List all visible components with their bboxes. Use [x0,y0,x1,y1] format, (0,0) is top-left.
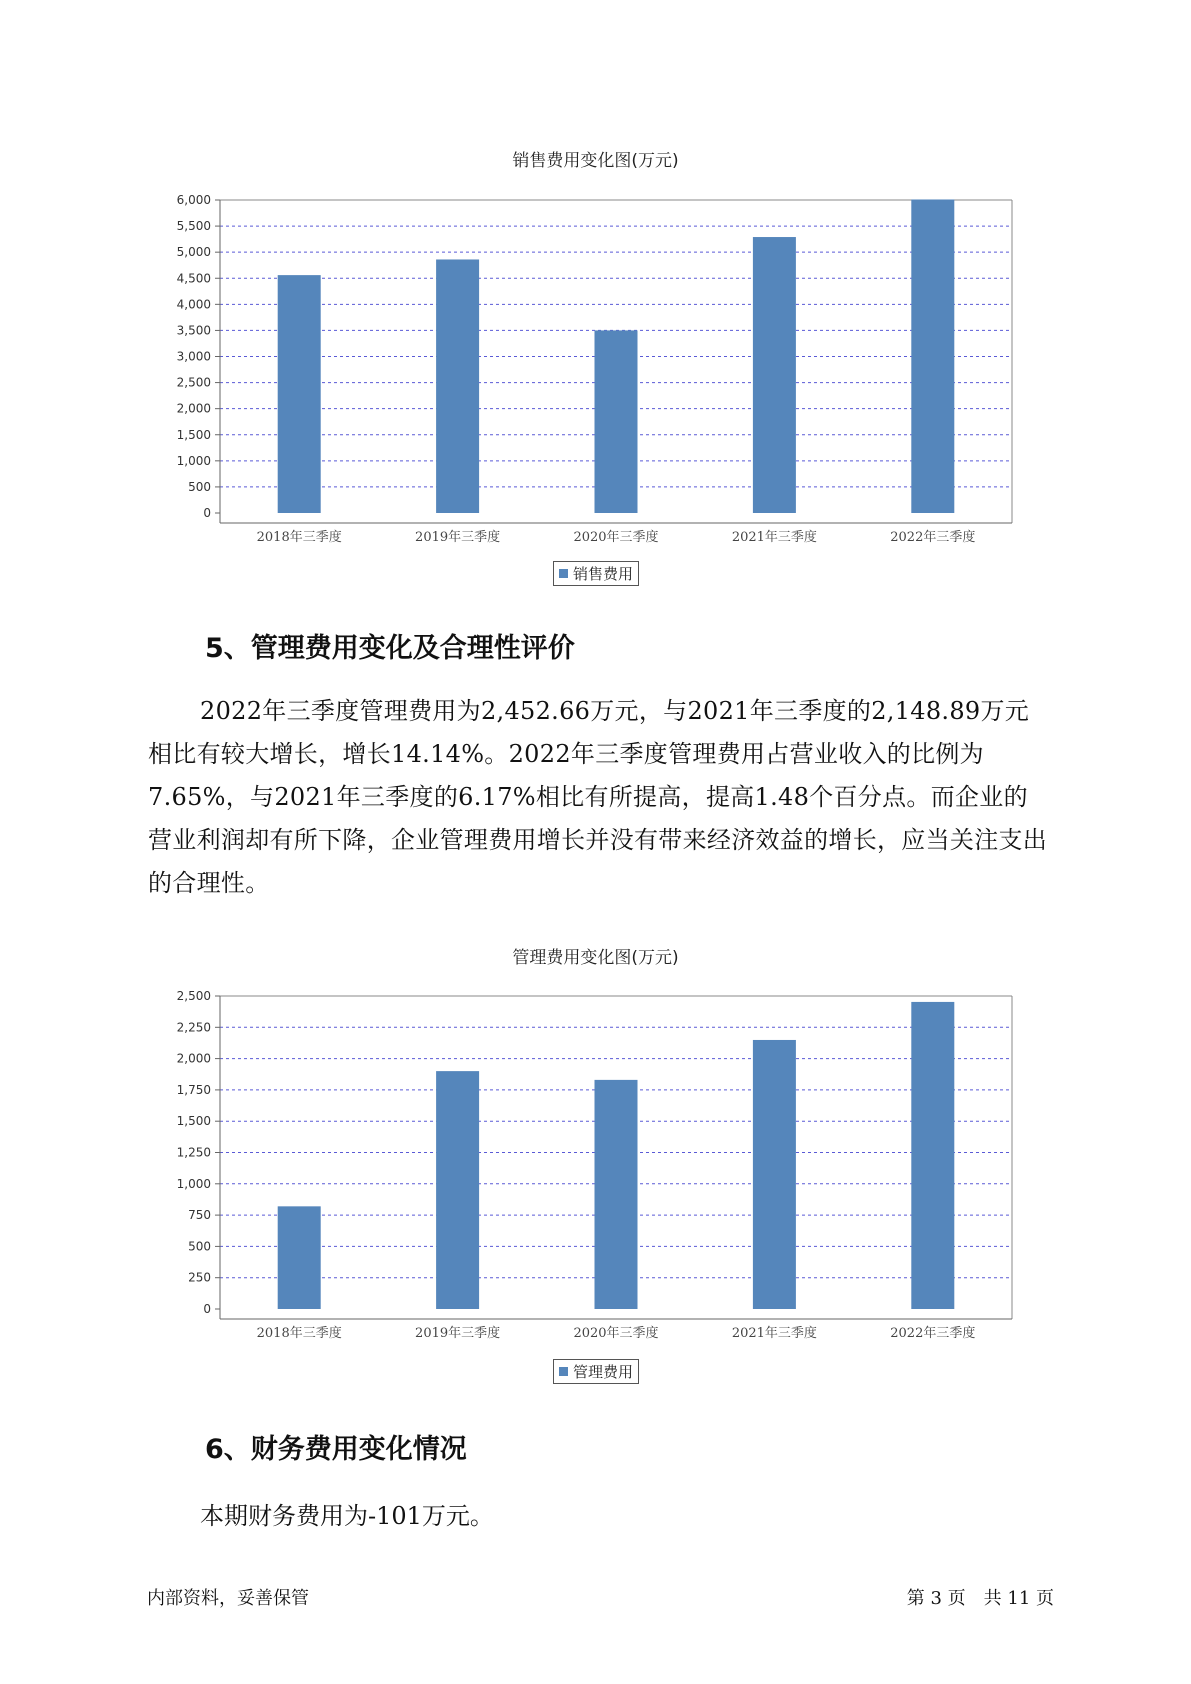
bar [753,237,796,513]
y-tick-label: 3,500 [176,323,211,338]
bar [436,1071,479,1309]
legend-label: 管理费用 [573,1363,634,1381]
bar [595,1080,638,1309]
x-tick-label: 2020年三季度 [573,1326,659,1341]
y-tick-label: 1,250 [176,1145,211,1160]
y-tick-label: 250 [188,1270,211,1285]
x-tick-label: 2022年三季度 [890,1326,976,1341]
y-tick-label: 2,000 [176,401,211,416]
section-paragraph-5: 2022年三季度管理费用为2,452.66万元，与2021年三季度的2,148.89万元相比有较大增长，增长14.14%。2022年三季度管理费用占营业收入的比例为7.65%，与2021年三季度的6.17%相比有所提高，提高1.48个百分点。而企业的营业利润却有所下降，企业管理费用增长并没有带来经济效益的增长，应当关注支出的合理性。 [148,697,1048,897]
legend-swatch [559,569,568,578]
x-tick-label: 2021年三季度 [731,1326,817,1341]
x-tick-label: 2018年三季度 [256,530,342,545]
y-tick-label: 0 [203,506,211,520]
admin-expense-chart [0,976,1191,1376]
x-tick-label: 2020年三季度 [573,530,659,545]
y-tick-label: 750 [188,1208,211,1223]
bar [911,1002,954,1309]
footer-confidential: 内部资料，妥善保管 [147,1588,309,1609]
legend-label: 销售费用 [573,565,634,583]
chart-title-admin: 管理费用变化图(万元) [512,948,679,968]
section-paragraph-6: 本期财务费用为-101万元。 [200,1502,494,1530]
x-tick-label: 2019年三季度 [415,1326,501,1341]
section-heading-5: 5、管理费用变化及合理性评价 [205,633,575,664]
bar [911,199,954,513]
section-heading-6: 6、财务费用变化情况 [205,1434,467,1465]
footer-page-number: 第 3 页 共 11 页 [906,1588,1054,1609]
y-tick-label: 500 [188,1239,211,1254]
bar [753,1040,796,1309]
y-tick-label: 1,000 [176,1176,211,1191]
y-tick-label: 500 [188,479,211,494]
y-tick-label: 5,500 [176,219,211,234]
y-tick-label: 1,000 [176,453,211,468]
chart-title-sales: 销售费用变化图(万元) [512,151,679,171]
y-tick-label: 2,000 [176,1051,211,1066]
y-tick-label: 1,500 [176,427,211,442]
chart-legend-sales [553,561,639,586]
y-tick-label: 1,500 [176,1114,211,1129]
y-tick-label: 1,750 [176,1082,211,1097]
y-tick-label: 6,000 [176,193,211,207]
x-tick-label: 2021年三季度 [731,530,817,545]
y-tick-label: 2,250 [176,1020,211,1035]
sales-expense-chart [0,180,1191,580]
y-tick-label: 4,000 [176,297,211,312]
chart-legend-admin [553,1359,639,1384]
bar [278,275,321,513]
y-tick-label: 3,000 [176,349,211,364]
y-tick-label: 4,500 [176,271,211,286]
y-tick-label: 5,000 [176,245,211,260]
bar [278,1206,321,1309]
legend-swatch [559,1367,568,1376]
y-tick-label: 2,500 [176,375,211,390]
x-tick-label: 2022年三季度 [890,530,976,545]
x-tick-label: 2019年三季度 [415,530,501,545]
y-tick-label: 2,500 [176,989,211,1003]
y-tick-label: 0 [203,1302,211,1316]
bar [436,259,479,513]
x-tick-label: 2018年三季度 [256,1326,342,1341]
bar [595,330,638,513]
